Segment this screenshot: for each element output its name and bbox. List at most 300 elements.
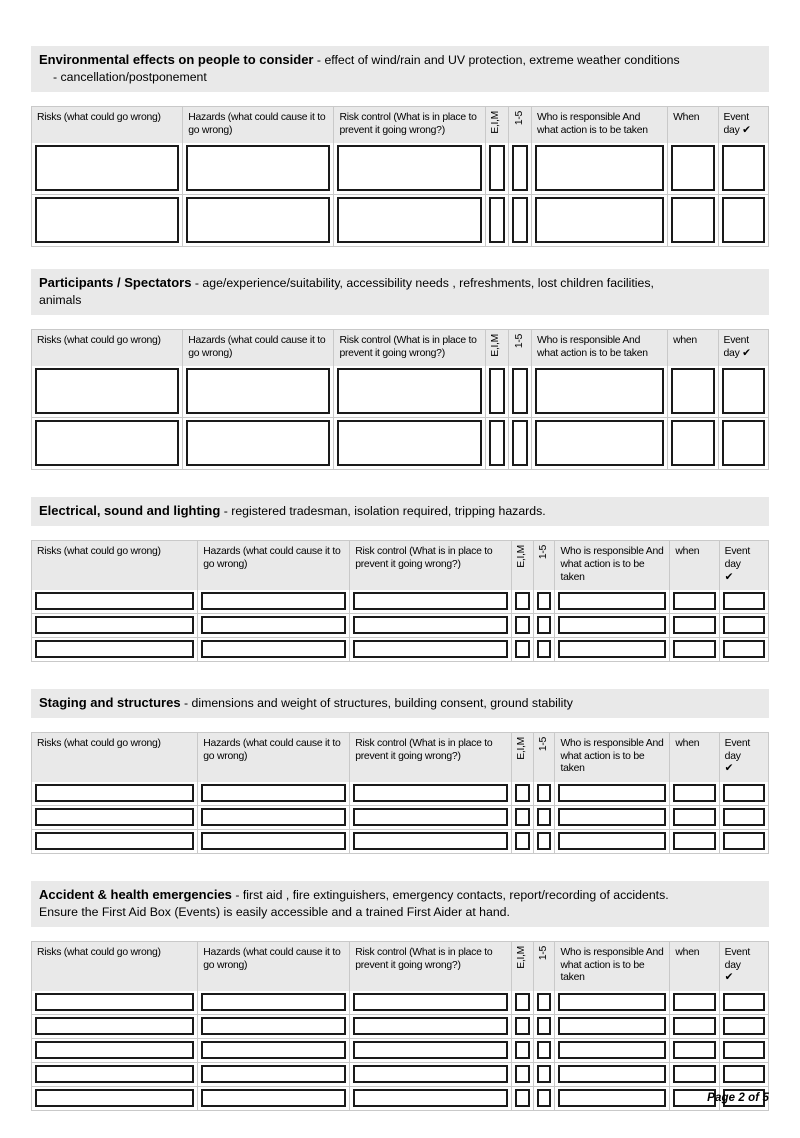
table-cell: [32, 143, 183, 195]
column-header-eim: [512, 733, 534, 782]
section-description: first aid , fire extinguishers, emergency contacts, report/recording of accidents.: [242, 887, 669, 902]
column-header-eim-label: E,I,M: [516, 737, 528, 760]
table-cell: [32, 829, 198, 853]
form-field-input[interactable]: [353, 592, 508, 610]
table-row: [32, 1014, 769, 1038]
table-cell: [32, 805, 198, 829]
table-cell: [32, 991, 198, 1015]
form-field-input[interactable]: [535, 368, 664, 414]
form-field-input[interactable]: [201, 640, 346, 658]
table-cell: [350, 1038, 512, 1062]
form-field-input[interactable]: [515, 640, 530, 658]
table-cell: [512, 782, 534, 806]
column-header-eim: [485, 330, 508, 367]
form-field-input[interactable]: [35, 616, 194, 634]
table-cell: [485, 418, 508, 470]
form-field-input[interactable]: [353, 832, 508, 850]
form-field-input[interactable]: [722, 145, 765, 191]
column-header-when: When: [668, 107, 718, 144]
form-field-input[interactable]: [353, 1065, 508, 1083]
table-cell: [198, 590, 350, 614]
section-title: Accident & health emergencies: [39, 886, 232, 902]
form-field-input[interactable]: [353, 1089, 508, 1107]
column-header-when: when: [670, 941, 719, 990]
table-cell: [533, 805, 555, 829]
section-title: Participants / Spectators: [39, 275, 192, 291]
column-header-event-day: [719, 941, 768, 990]
form-field-input[interactable]: [353, 616, 508, 634]
form-field-input[interactable]: [337, 420, 481, 466]
table-cell: [512, 1014, 534, 1038]
table-cell: [719, 782, 768, 806]
table-cell: [533, 1014, 555, 1038]
risk-table-environmental-effects: [31, 106, 769, 247]
column-header-risk-control: Risk control (What is in place to prevent it going wrong?): [334, 107, 485, 144]
column-header-responsible: Who is responsible And what action is to be taken: [555, 941, 670, 990]
column-header-event-day-line: day: [724, 558, 741, 570]
table-cell: [32, 1086, 198, 1110]
table-cell: [533, 829, 555, 853]
form-field-input[interactable]: [353, 784, 508, 802]
form-field-input[interactable]: [723, 1065, 765, 1083]
form-field-input[interactable]: [35, 1017, 194, 1035]
table-cell: [32, 638, 198, 662]
column-header-risk-control: Risk control (What is in place to prevent it going wrong?): [350, 733, 512, 782]
form-field-input[interactable]: [201, 1065, 346, 1083]
column-header-when: when: [670, 541, 719, 590]
table-header-row: [32, 107, 769, 144]
form-field-input[interactable]: [353, 1041, 508, 1059]
form-field-input[interactable]: [489, 145, 505, 191]
table-cell: [512, 1062, 534, 1086]
column-header-responsible: Who is responsible And what action is to be taken: [532, 330, 668, 367]
form-field-input[interactable]: [673, 808, 715, 826]
table-cell: [350, 1014, 512, 1038]
form-field-input[interactable]: [201, 808, 346, 826]
table-cell: [198, 1062, 350, 1086]
form-field-input[interactable]: [515, 1041, 530, 1059]
table-cell: [533, 614, 555, 638]
column-header-risk-control: Risk control (What is in place to prevent it going wrong?): [350, 941, 512, 990]
column-header-event-day: [718, 107, 768, 144]
column-header-scale-label: 1-5: [537, 945, 549, 961]
column-header-event-day-line: Event: [723, 335, 749, 347]
form-field-input[interactable]: [671, 145, 714, 191]
table-cell: [670, 614, 719, 638]
section-heading-electrical-sound-lighting: [31, 497, 769, 526]
table-cell: [512, 590, 534, 614]
top-margin: [31, 0, 769, 46]
form-field-input[interactable]: [723, 592, 765, 610]
column-header-event-day-line: day: [724, 959, 741, 971]
form-field-input[interactable]: [512, 420, 528, 466]
form-field-input[interactable]: [673, 1017, 715, 1035]
column-header-hazards: Hazards (what could cause it to go wrong): [198, 733, 350, 782]
table-cell: [334, 143, 485, 195]
form-field-input[interactable]: [35, 145, 179, 191]
form-field-input[interactable]: [673, 993, 715, 1011]
form-field-input[interactable]: [537, 616, 552, 634]
form-field-input[interactable]: [723, 1041, 765, 1059]
form-field-input[interactable]: [558, 993, 666, 1011]
table-row: [32, 1086, 769, 1110]
form-field-input[interactable]: [535, 420, 664, 466]
form-field-input[interactable]: [515, 832, 530, 850]
form-field-input[interactable]: [353, 1017, 508, 1035]
table-cell: [350, 614, 512, 638]
table-cell: [512, 638, 534, 662]
table-cell: [32, 1062, 198, 1086]
table-cell: [719, 1062, 768, 1086]
column-header-when: when: [670, 733, 719, 782]
form-field-input[interactable]: [535, 145, 664, 191]
table-cell: [508, 195, 531, 247]
table-cell: [718, 418, 768, 470]
column-header-event-day-line: Event: [724, 546, 750, 558]
form-field-input[interactable]: [558, 616, 666, 634]
table-cell: [512, 805, 534, 829]
column-header-event-day: [719, 541, 768, 590]
form-field-input[interactable]: [186, 368, 330, 414]
table-cell: [508, 143, 531, 195]
form-field-input[interactable]: [673, 784, 715, 802]
form-field-input[interactable]: [35, 993, 194, 1011]
table-row: [32, 195, 769, 247]
form-field-input[interactable]: [515, 616, 530, 634]
table-cell: [533, 590, 555, 614]
form-field-input[interactable]: [201, 1041, 346, 1059]
form-field-input[interactable]: [186, 197, 330, 243]
form-field-input[interactable]: [673, 640, 715, 658]
table-cell: [350, 1086, 512, 1110]
table-cell: [719, 1014, 768, 1038]
form-field-input[interactable]: [723, 640, 765, 658]
form-field-input[interactable]: [353, 993, 508, 1011]
table-cell: [670, 782, 719, 806]
form-field-input[interactable]: [353, 808, 508, 826]
form-field-input[interactable]: [722, 368, 765, 414]
form-field-input[interactable]: [558, 592, 666, 610]
form-field-input[interactable]: [671, 197, 714, 243]
form-field-input[interactable]: [537, 1065, 552, 1083]
table-cell: [512, 1038, 534, 1062]
form-field-input[interactable]: [35, 368, 179, 414]
risk-table-accident-health-emergencies: [31, 941, 769, 1111]
table-cell: [198, 614, 350, 638]
form-field-input[interactable]: [558, 640, 666, 658]
form-field-input[interactable]: [186, 420, 330, 466]
form-field-input[interactable]: [515, 1017, 530, 1035]
table-cell: [555, 805, 670, 829]
table-cell: [533, 991, 555, 1015]
column-header-event-day-line: day ✔: [723, 124, 751, 136]
form-field-input[interactable]: [537, 784, 552, 802]
table-cell: [670, 829, 719, 853]
table-cell: [670, 991, 719, 1015]
column-header-responsible: Who is responsible And what action is to be taken: [555, 733, 670, 782]
table-cell: [555, 1014, 670, 1038]
form-field-input[interactable]: [201, 616, 346, 634]
form-field-input[interactable]: [537, 808, 552, 826]
section-dash: -: [191, 276, 203, 291]
form-field-input[interactable]: [35, 784, 194, 802]
form-field-input[interactable]: [337, 368, 481, 414]
column-header-risk-control: Risk control (What is in place to prevent it going wrong?): [350, 541, 512, 590]
form-field-input[interactable]: [35, 808, 194, 826]
form-field-input[interactable]: [201, 832, 346, 850]
table-cell: [508, 366, 531, 418]
form-field-input[interactable]: [535, 197, 664, 243]
event-day-check-icon: ✔: [724, 571, 734, 583]
column-header-hazards: Hazards (what could cause it to go wrong): [198, 941, 350, 990]
table-cell: [512, 1086, 534, 1110]
table-cell: [508, 418, 531, 470]
form-field-input[interactable]: [201, 592, 346, 610]
column-header-hazards: Hazards (what could cause it to go wrong): [183, 330, 334, 367]
section-spacer: [31, 1111, 769, 1138]
column-header-event-day: [718, 330, 768, 367]
column-header-scale-label: 1-5: [513, 334, 525, 349]
form-field-input[interactable]: [673, 832, 715, 850]
form-field-input[interactable]: [337, 145, 481, 191]
table-cell: [485, 143, 508, 195]
form-field-input[interactable]: [723, 784, 765, 802]
sections-container: [31, 46, 769, 1138]
table-row: [32, 991, 769, 1015]
column-header-eim: [512, 941, 534, 990]
form-field-input[interactable]: [673, 1041, 715, 1059]
form-field-input[interactable]: [558, 808, 666, 826]
column-header-eim-label: E,I,M: [490, 111, 502, 134]
form-field-input[interactable]: [201, 1017, 346, 1035]
table-cell: [670, 590, 719, 614]
section-spacer: [31, 662, 769, 689]
table-cell: [555, 614, 670, 638]
table-cell: [719, 991, 768, 1015]
column-header-risks: Risks (what could go wrong): [32, 107, 183, 144]
table-row: [32, 1062, 769, 1086]
form-field-input[interactable]: [537, 1041, 552, 1059]
table-row: [32, 782, 769, 806]
table-cell: [183, 366, 334, 418]
section-dash: -: [313, 53, 325, 67]
form-field-input[interactable]: [537, 1017, 552, 1035]
section-spacer: [31, 854, 769, 881]
section-title: Electrical, sound and lighting: [39, 503, 221, 519]
section-description: effect of wind/rain and UV protection, extreme weather conditions: [324, 53, 680, 67]
section-staging-and-structures: [31, 689, 769, 881]
table-cell: [334, 366, 485, 418]
column-header-event-day-line: day: [724, 750, 741, 762]
table-row: [32, 614, 769, 638]
table-cell: [350, 1062, 512, 1086]
table-cell: [555, 638, 670, 662]
form-field-input[interactable]: [558, 1065, 666, 1083]
form-field-input[interactable]: [537, 592, 552, 610]
form-field-input[interactable]: [512, 368, 528, 414]
table-cell: [334, 418, 485, 470]
form-field-input[interactable]: [353, 640, 508, 658]
table-cell: [198, 1014, 350, 1038]
table-cell: [533, 1062, 555, 1086]
form-field-input[interactable]: [515, 993, 530, 1011]
form-field-input[interactable]: [723, 993, 765, 1011]
form-field-input[interactable]: [186, 145, 330, 191]
form-field-input[interactable]: [558, 1089, 666, 1107]
table-row: [32, 805, 769, 829]
form-field-input[interactable]: [723, 808, 765, 826]
form-field-input[interactable]: [35, 420, 179, 466]
column-header-event-day: [719, 733, 768, 782]
table-cell: [668, 418, 718, 470]
column-header-scale-label: 1-5: [513, 111, 525, 126]
form-field-input[interactable]: [201, 993, 346, 1011]
column-header-when: when: [668, 330, 718, 367]
table-cell: [350, 590, 512, 614]
table-cell: [719, 638, 768, 662]
table-cell: [532, 418, 668, 470]
column-header-risk-control: Risk control (What is in place to prevent it going wrong?): [334, 330, 485, 367]
table-cell: [533, 638, 555, 662]
form-field-input[interactable]: [671, 368, 714, 414]
form-field-input[interactable]: [537, 832, 552, 850]
form-field-input[interactable]: [558, 1041, 666, 1059]
table-row: [32, 590, 769, 614]
form-field-input[interactable]: [35, 1089, 194, 1107]
form-field-input[interactable]: [35, 832, 194, 850]
form-field-input[interactable]: [722, 197, 765, 243]
table-cell: [32, 614, 198, 638]
section-spacer: [31, 470, 769, 497]
table-cell: [555, 1086, 670, 1110]
table-cell: [350, 782, 512, 806]
section-dash: -: [231, 887, 243, 902]
table-cell: [198, 782, 350, 806]
form-field-input[interactable]: [35, 1041, 194, 1059]
column-header-scale: [533, 541, 555, 590]
table-cell: [334, 195, 485, 247]
table-cell: [719, 1038, 768, 1062]
table-header-row: [32, 330, 769, 367]
form-field-input[interactable]: [537, 993, 552, 1011]
form-field-input[interactable]: [722, 420, 765, 466]
form-field-input[interactable]: [558, 784, 666, 802]
form-field-input[interactable]: [515, 1065, 530, 1083]
column-header-scale: [508, 107, 531, 144]
column-header-risks: Risks (what could go wrong): [32, 733, 198, 782]
table-cell: [533, 1038, 555, 1062]
table-cell: [718, 366, 768, 418]
table-cell: [668, 366, 718, 418]
column-header-eim: [485, 107, 508, 144]
table-cell: [183, 195, 334, 247]
form-field-input[interactable]: [515, 784, 530, 802]
risk-table-electrical-sound-lighting: [31, 540, 769, 662]
form-field-input[interactable]: [515, 808, 530, 826]
section-environmental-effects: [31, 46, 769, 269]
table-header-row: [32, 733, 769, 782]
form-field-input[interactable]: [515, 1089, 530, 1107]
table-cell: [532, 366, 668, 418]
form-field-input[interactable]: [337, 197, 481, 243]
column-header-risks: Risks (what could go wrong): [32, 330, 183, 367]
form-field-input[interactable]: [723, 1017, 765, 1035]
form-field-input[interactable]: [537, 640, 552, 658]
form-field-input[interactable]: [671, 420, 714, 466]
form-field-input[interactable]: [673, 616, 715, 634]
form-field-input[interactable]: [512, 197, 528, 243]
section-spacer: [31, 247, 769, 269]
table-cell: [485, 195, 508, 247]
section-heading-environmental-effects: [31, 46, 769, 92]
column-header-scale: [533, 733, 555, 782]
form-field-input[interactable]: [673, 1065, 715, 1083]
section-heading-staging-and-structures: [31, 689, 769, 718]
risk-table-staging-and-structures: [31, 732, 769, 854]
table-cell: [668, 195, 718, 247]
form-field-input[interactable]: [35, 592, 194, 610]
table-cell: [670, 1062, 719, 1086]
column-header-event-day-line: Event: [724, 946, 750, 958]
column-header-eim: [512, 541, 534, 590]
form-field-input[interactable]: [558, 832, 666, 850]
form-field-input[interactable]: [489, 368, 505, 414]
section-description: registered tradesman, isolation required, tripping hazards.: [231, 504, 546, 519]
form-field-input[interactable]: [35, 1065, 194, 1083]
table-cell: [198, 1038, 350, 1062]
column-header-event-day-line: day ✔: [723, 347, 751, 359]
table-cell: [532, 143, 668, 195]
table-cell: [555, 782, 670, 806]
event-day-check-icon: ✔: [724, 972, 734, 984]
form-field-input[interactable]: [673, 592, 715, 610]
form-field-input[interactable]: [489, 197, 505, 243]
table-cell: [32, 195, 183, 247]
column-header-scale-label: 1-5: [537, 545, 549, 560]
form-field-input[interactable]: [35, 640, 194, 658]
table-cell: [670, 805, 719, 829]
form-field-input[interactable]: [201, 1089, 346, 1107]
table-cell: [512, 829, 534, 853]
table-cell: [533, 782, 555, 806]
table-cell: [670, 638, 719, 662]
table-row: [32, 143, 769, 195]
column-header-risks: Risks (what could go wrong): [32, 941, 198, 990]
form-field-input[interactable]: [515, 592, 530, 610]
column-header-eim-label: E,I,M: [516, 945, 528, 969]
table-cell: [719, 829, 768, 853]
form-field-input[interactable]: [512, 145, 528, 191]
column-header-hazards: Hazards (what could cause it to go wrong): [183, 107, 334, 144]
form-field-input[interactable]: [537, 1089, 552, 1107]
table-cell: [512, 614, 534, 638]
section-description-line2: - cancellation/postponement: [53, 70, 207, 84]
table-cell: [32, 1014, 198, 1038]
form-field-input[interactable]: [201, 784, 346, 802]
form-field-input[interactable]: [489, 420, 505, 466]
table-row: [32, 418, 769, 470]
table-cell: [555, 590, 670, 614]
form-field-input[interactable]: [558, 1017, 666, 1035]
table-row: [32, 829, 769, 853]
form-field-input[interactable]: [723, 616, 765, 634]
table-cell: [198, 991, 350, 1015]
section-description-line2: animals: [39, 293, 82, 308]
page-footer: Page 2 of 5: [707, 1092, 769, 1104]
form-field-input[interactable]: [723, 832, 765, 850]
form-field-input[interactable]: [35, 197, 179, 243]
section-description: dimensions and weight of structures, building consent, ground stability: [191, 696, 573, 711]
